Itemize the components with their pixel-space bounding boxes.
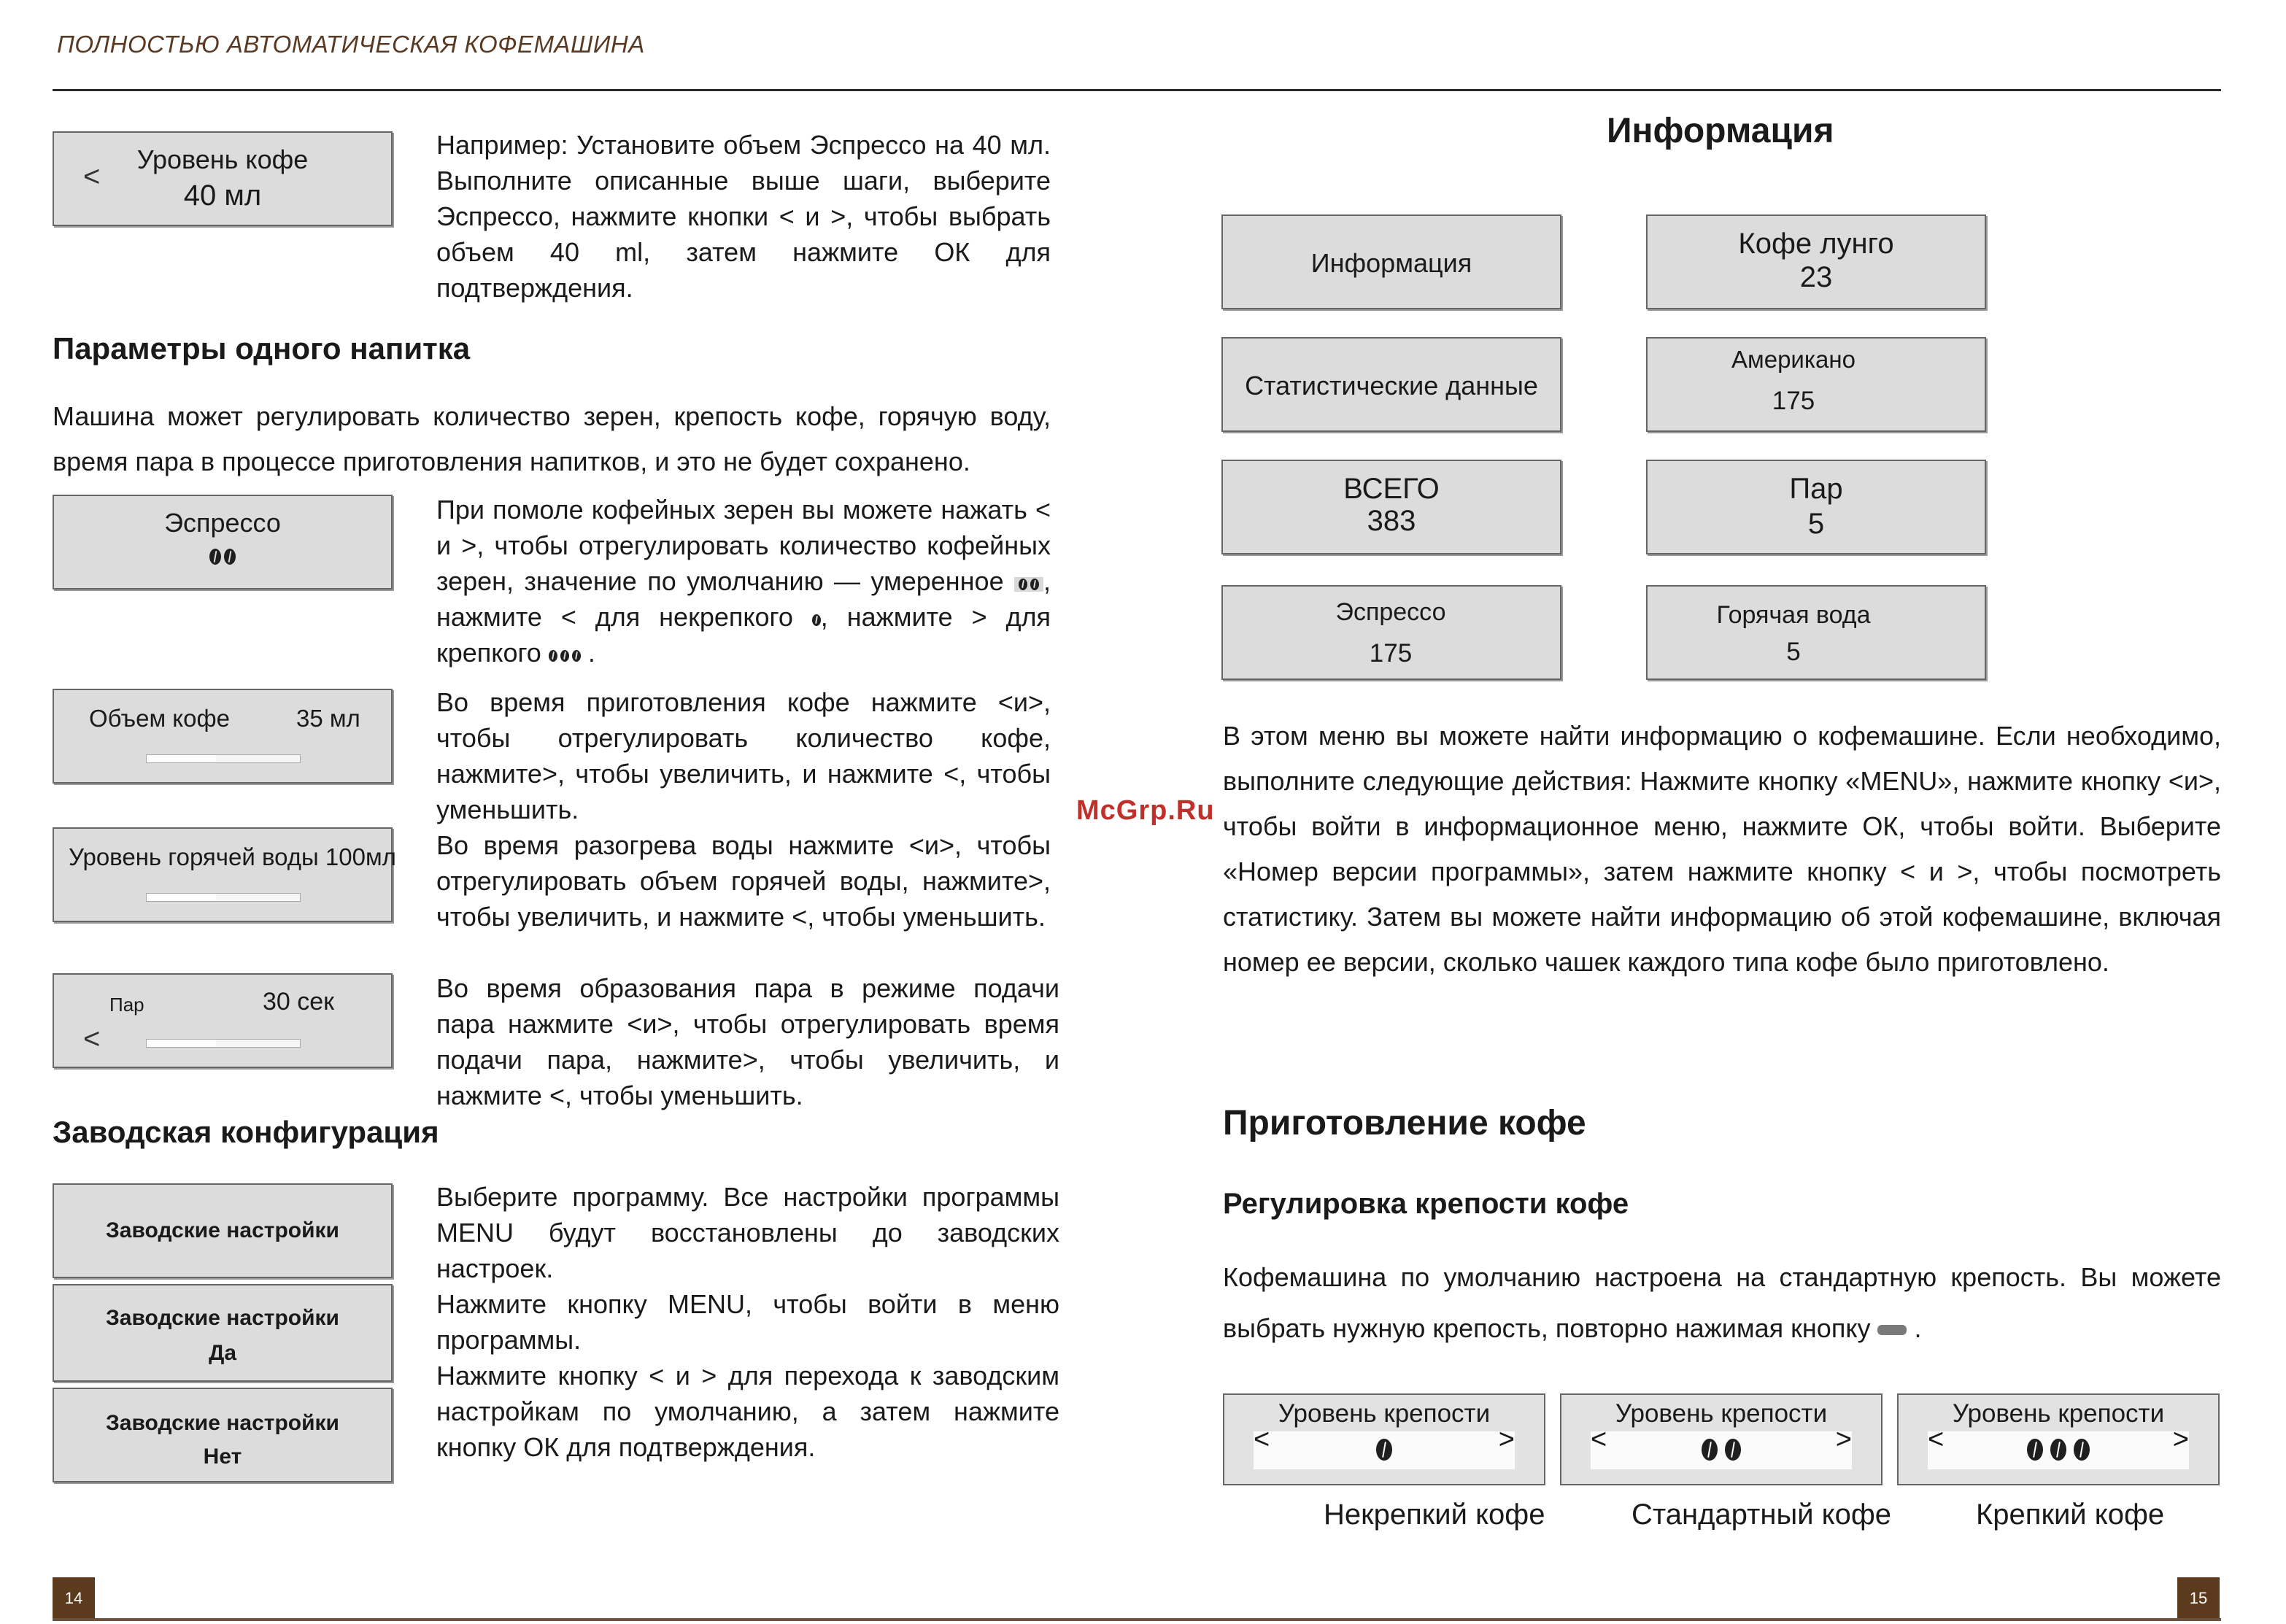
strong-coffee-caption: Крепкий кофе [1976,1499,2165,1531]
coffee-volume-label: Объем кофе [89,705,230,732]
steam-count-label: Пар [1789,473,1843,505]
strength-level-weak-display [1223,1393,1545,1485]
steam-display [53,973,393,1068]
coffee-level-display [53,131,393,226]
total-count-display [1221,460,1561,554]
steam-label: Пар [109,994,144,1016]
steam-count-display [1646,460,1986,554]
header-rule [53,89,2221,91]
hot-water-label: Уровень горячей воды 100мл [69,843,396,870]
coffee-bean-icon [2074,1439,2090,1461]
factory-paragraph: Выберите программу. Все настройки программы MENU будут восстановлены до заводских настроек. Нажмите кнопку MENU, чтобы войти в меню программы. Нажмите кнопку < и > для перехода к заводским настройкам по умолчанию, а затем нажмите кнопку ОК для подтверждения. [436,1182,1059,1462]
strength-level-label: Уровень крепости [1278,1399,1491,1428]
factory-heading: Заводская конфигурация [53,1115,439,1149]
lungo-label: Кофе лунго [1738,228,1894,260]
header-title: ПОЛНОСТЬЮ АВТОМАТИЧЕСКАЯ КОФЕМАШИНА [57,31,645,58]
water-paragraph: Во время разогрева воды нажмите <и>, чтобы отрегулировать объем горячей воды, нажмите>, чтобы увеличить, и нажмите <, чтобы уменьшить. [436,830,1051,932]
arrow-left-icon: < [1591,1424,1607,1455]
watermark: McGrp.Ru [1076,795,1215,826]
info-paragraph: В этом меню вы можете найти информацию о кофемашине. Если необходимо, выполните следующие действия: Нажмите кнопку «MENU», нажмите кнопку <и>, чтобы войти в информационное меню, нажмите ОК, чтобы войти. Выберите «Номер версии программы», затем нажмите кнопку < и >, чтобы посмотреть статистику. Затем вы можете найти информацию об этой кофемашине, включая номер ее версии, сколько чашек каждого типа кофе было приготовлено. [1223,721,2221,977]
coffee-beans-icon [1561,1439,1881,1461]
standard-coffee-caption: Стандартный кофе [1632,1499,1892,1531]
coffee-volume-display [53,689,393,784]
coffee-beans-icon [1224,1439,1544,1461]
coffee-volume-bar [146,754,301,763]
example-paragraph: Например: Установите объем Эспрессо на 40 мл. Выполните описанные выше шаги, выберите Эспрессо, нажмите кнопки < и >, чтобы выбрать объем 40 ml, затем нажмите ОК для подтверждения. [436,130,1051,303]
volume-paragraph: Во время приготовления кофе нажмите <и>, чтобы отрегулировать количество кофе, нажмите>, чтобы увеличить, и нажмите <, чтобы уменьшить. [436,687,1051,824]
page-number-right: 15 [2177,1577,2220,1620]
weak-coffee-caption: Некрепкий кофе [1324,1499,1545,1531]
coffee-bean-icon [1725,1439,1741,1461]
total-count: 383 [1367,505,1416,537]
hot-water-count-label: Горячая вода [1716,601,1871,629]
strength-heading: Регулировка крепости кофе [1223,1188,1629,1220]
arrow-left-icon: < [1928,1424,1945,1455]
espresso-count-label: Эспрессо [1335,598,1446,626]
page-number-left: 14 [53,1577,95,1620]
factory-settings-no-display [53,1388,393,1482]
strong-beans-icon [549,650,581,662]
espresso-display [53,495,393,589]
steam-paragraph: Во время образования пара в режиме подачи пара нажмите <и>, чтобы отрегулировать время подачи пара, нажмите>, чтобы увеличить, и нажмите <, чтобы уменьшить. [436,973,1059,1110]
factory-settings-label: Заводские настройки [106,1306,339,1330]
factory-settings-yes: Да [208,1341,237,1365]
statistics-display [1221,337,1561,432]
factory-settings-label: Заводские настройки [106,1411,339,1435]
factory-settings-display [53,1183,393,1278]
americano-count-display [1646,337,1986,432]
espresso-label: Эспрессо [164,508,281,538]
coffee-level-label: Уровень кофе [136,144,309,174]
coffee-level-value: 40 мл [183,179,262,212]
coffee-bean-icon [2027,1439,2043,1461]
espresso-count: 175 [1369,639,1413,668]
coffee-bean-icon [2050,1439,2066,1461]
arrow-left-icon: < [1254,1424,1270,1455]
coffee-beans-icon [1899,1439,2218,1461]
coffee-beans-icon [209,549,236,565]
info-heading: Информация [1607,112,1834,150]
weak-bean-icon [812,614,821,626]
total-label: ВСЕГО [1343,473,1440,505]
arrow-right-icon: > [1498,1424,1515,1455]
americano-label: Американо [1731,346,1856,373]
grind-paragraph: При помоле кофейных зерен вы можете нажать < и >, чтобы отрегулировать количество кофейных зерен, значение по умолчанию — умеренное , нажмите < для некрепкого , нажмите > для крепкого . [436,495,1051,668]
factory-settings-yes-display [53,1284,393,1382]
arrow-right-icon: > [2172,1424,2189,1455]
single-drink-paragraph: Машина может регулировать количество зерен, крепость кофе, горячую воду, время пара в процессе приготовления напитков, и это не будет сохранено. [53,401,1051,476]
strength-level-label: Уровень крепости [1952,1399,2165,1428]
coffee-strength-button-icon [1877,1325,1907,1335]
lungo-count: 23 [1799,261,1833,293]
factory-settings-no: Нет [203,1445,242,1469]
steam-value: 30 сек [263,988,335,1016]
info-menu-display [1221,214,1561,309]
hot-water-display [53,827,396,922]
prep-heading: Приготовление кофе [1223,1104,1586,1142]
espresso-count-display [1221,585,1561,680]
americano-count: 175 [1772,387,1815,415]
strength-level-strong-display [1897,1393,2220,1485]
strength-level-label: Уровень крепости [1615,1399,1828,1428]
single-drink-heading: Параметры одного напитка [53,331,471,366]
steam-bar [146,1039,301,1048]
arrow-left-icon: < [83,161,101,193]
info-menu-label: Информация [1310,248,1472,278]
coffee-volume-value: 35 мл [296,705,360,732]
arrow-right-icon: > [1835,1424,1852,1455]
statistics-label: Статистические данные [1245,371,1538,401]
hot-water-count: 5 [1786,638,1801,666]
factory-settings-label: Заводские настройки [106,1218,339,1242]
footer-rule [53,1618,2221,1621]
strength-paragraph: Кофемашина по умолчанию настроена на стандартную крепость. Вы можете выбрать нужную крепость, повторно нажимая кнопку . [1223,1262,2221,1343]
arrow-left-icon: < [83,1023,101,1055]
medium-beans-icon [1014,577,1043,592]
steam-count: 5 [1807,508,1825,540]
hot-water-bar [146,893,301,902]
coffee-bean-icon [1376,1439,1392,1461]
lungo-count-display [1646,214,1986,309]
coffee-bean-icon [1702,1439,1718,1461]
hot-water-count-display [1646,585,1986,680]
strength-level-standard-display [1560,1393,1883,1485]
